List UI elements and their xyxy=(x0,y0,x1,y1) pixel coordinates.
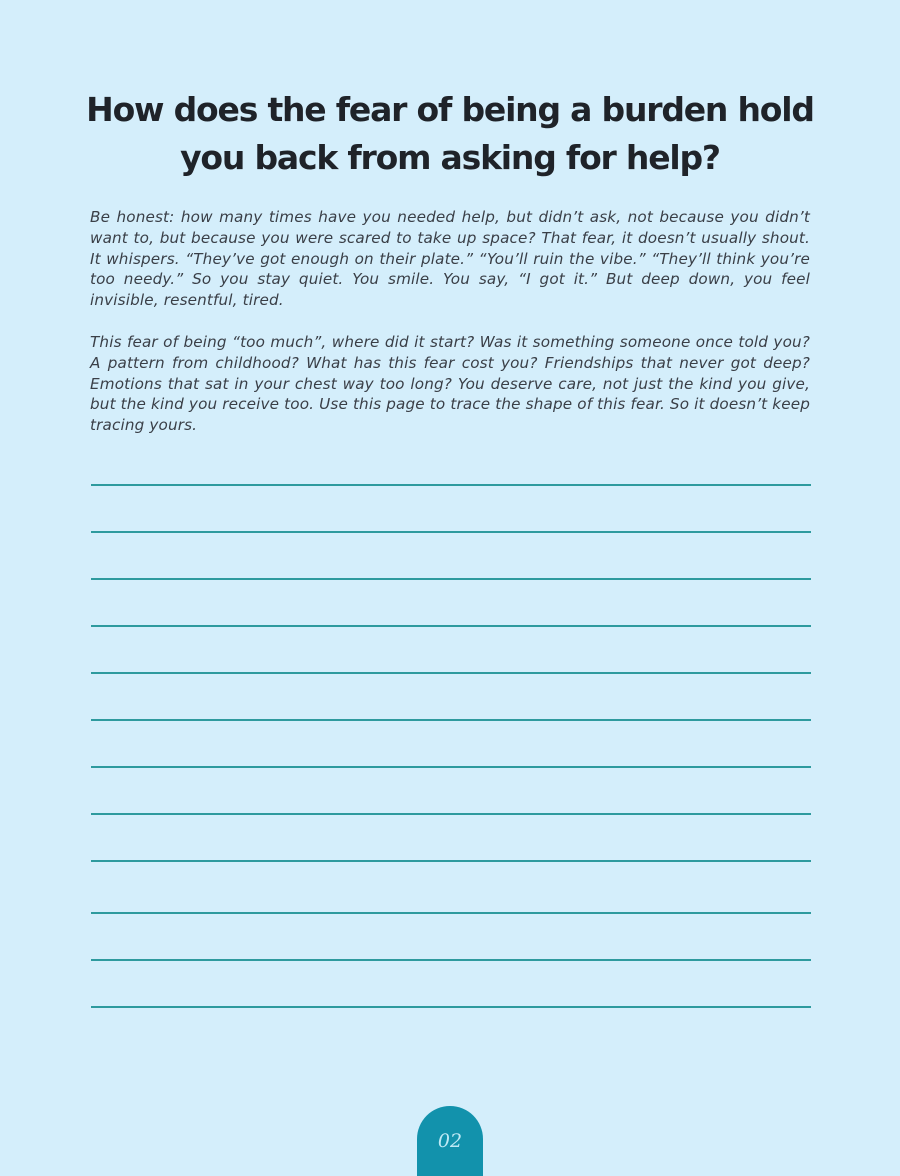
writing-line xyxy=(91,672,811,674)
writing-line xyxy=(91,578,811,580)
writing-line xyxy=(91,625,811,627)
writing-line xyxy=(91,959,811,961)
page-number-badge xyxy=(417,1106,483,1176)
writing-line xyxy=(91,766,811,768)
writing-line xyxy=(91,484,811,486)
intro-paragraph: Be honest: how many times have you needed help, but didn’t ask, not because you didn’t want to, but because you were scared to take up space? That fear, it doesn’t usually shout. It whispers. “They’ve got enough on their plate.” “You’ll ruin the vibe.” “They’ll think you’re too needy.” So you stay quiet. You smile. You say, “I got it.” But deep down, you feel invisible, resentful, tired. xyxy=(90,208,810,310)
writing-line xyxy=(91,813,811,815)
writing-line xyxy=(91,531,811,533)
writing-line xyxy=(91,912,811,914)
page-title: How does the fear of being a burden hold you back from asking for help? xyxy=(86,90,814,177)
writing-line xyxy=(91,719,811,721)
writing-line xyxy=(91,860,811,862)
page-number: 02 xyxy=(437,1130,463,1152)
writing-line xyxy=(91,1006,811,1008)
prompt-paragraph: This fear of being “too much”, where did it start? Was it something someone once told you? A pattern from childhood? What has this fear cost you? Friendships that never got deep? Emotions that sat in your chest way too long? You deserve care, not just the kind you give, but the kind you receive too. Use this page to trace the shape of this fear. So it doesn’t keep tracing yours. xyxy=(90,333,810,435)
